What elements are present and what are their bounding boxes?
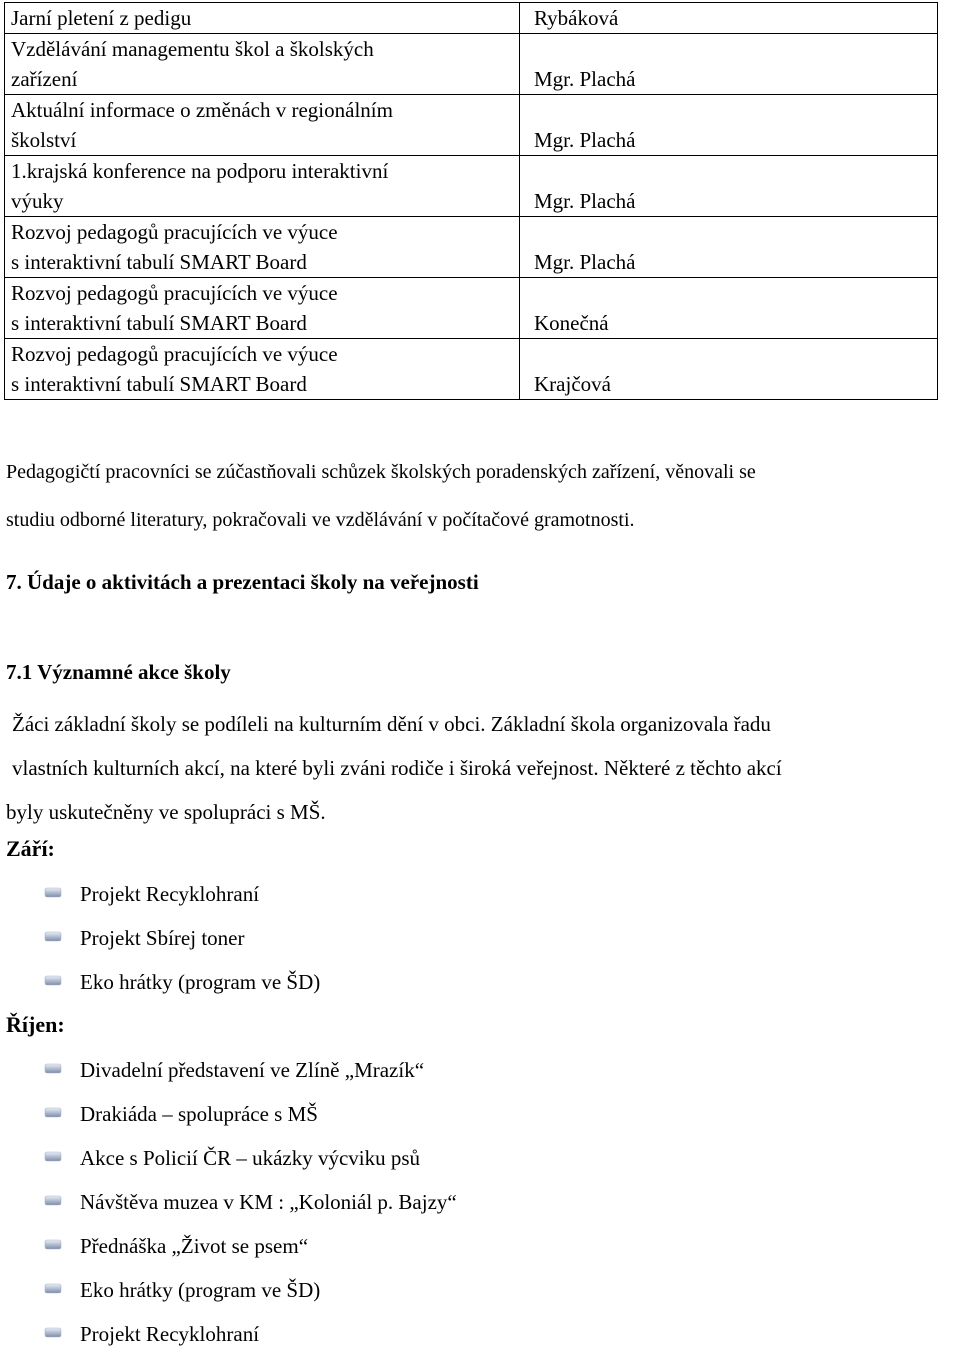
course-name-cell — [5, 3, 520, 34]
courses-table — [4, 2, 938, 400]
section-7-heading: 7. Údaje o aktivitách a prezentaci školy na veřejnosti — [6, 570, 479, 594]
gradient-dash-bullet-icon — [44, 974, 62, 988]
list-item — [44, 872, 320, 916]
list-item — [44, 1268, 457, 1312]
event-label: Eko hrátky (program ve ŠD) — [80, 1278, 321, 1302]
table-row — [5, 156, 938, 217]
list-item — [44, 1048, 457, 1092]
gradient-dash-bullet-icon — [44, 886, 62, 900]
course-name-line: Aktuální informace o změnách v regionálním — [11, 98, 393, 122]
paragraph-line: vlastních kulturních akcí, na které byli zváni rodiče i široká veřejnost. Některé z těchto akcí — [12, 756, 782, 780]
school-events-paragraph — [6, 702, 956, 834]
lecturer-cell: Krajčová — [520, 339, 938, 400]
paragraph-line: Pedagogičtí pracovníci se zúčastňovali schůzek školských poradenských zařízení, věnovali se — [6, 461, 756, 483]
event-label: Projekt Recyklohraní — [80, 1322, 260, 1346]
course-name-line: 1.krajská konference na podporu interaktivní — [11, 159, 389, 183]
course-name-line: Vzdělávání managementu škol a školských — [11, 37, 374, 61]
month-heading-september: Září: — [6, 836, 55, 861]
paragraph-line: byly uskutečněny ve spolupráci s MŠ. — [6, 800, 326, 824]
event-label: Návštěva muzea v KM : „Koloniál p. Bajzy“ — [80, 1190, 457, 1214]
table-row — [5, 217, 938, 278]
table-row — [5, 95, 938, 156]
list-item — [44, 916, 320, 960]
table-row — [5, 34, 938, 95]
lecturer-cell: Mgr. Plachá — [520, 95, 938, 156]
gradient-dash-bullet-icon — [44, 1238, 62, 1252]
course-name-cell — [5, 95, 520, 156]
lecturer-cell: Mgr. Plachá — [520, 34, 938, 95]
gradient-dash-bullet-icon — [44, 1150, 62, 1164]
paragraph-line: Žáci základní školy se podíleli na kulturním dění v obci. Základní škola organizovala řadu — [12, 712, 771, 736]
gradient-dash-bullet-icon — [44, 1062, 62, 1076]
course-name-line: Rozvoj pedagogů pracujících ve výuce — [11, 342, 338, 366]
event-label: Přednáška „Život se psem“ — [80, 1234, 309, 1258]
gradient-dash-bullet-icon — [44, 1194, 62, 1208]
section-7-1-heading: 7.1 Významné akce školy — [6, 660, 231, 684]
event-label: Drakiáda – spolupráce s MŠ — [80, 1102, 318, 1126]
course-name-cell — [5, 217, 520, 278]
course-name-line: výuky — [11, 189, 64, 213]
list-item — [44, 1180, 457, 1224]
gradient-dash-bullet-icon — [44, 1106, 62, 1120]
list-item — [44, 1136, 457, 1180]
course-name-line: Rozvoj pedagogů pracujících ve výuce — [11, 220, 338, 244]
course-name-line: s interaktivní tabulí SMART Board — [11, 250, 307, 274]
course-name-cell — [5, 156, 520, 217]
lecturer-cell: Mgr. Plachá — [520, 156, 938, 217]
course-name-cell — [5, 278, 520, 339]
list-item — [44, 1224, 457, 1268]
event-label: Akce s Policií ČR – ukázky výcviku psů — [80, 1146, 421, 1170]
gradient-dash-bullet-icon — [44, 930, 62, 944]
lecturer-cell: Mgr. Plachá — [520, 217, 938, 278]
course-name-line: Jarní pletení z pedigu — [11, 6, 192, 30]
event-label: Divadelní představení ve Zlíně „Mrazík“ — [80, 1058, 425, 1082]
course-name-cell — [5, 339, 520, 400]
course-name-cell — [5, 34, 520, 95]
paragraph-line: studiu odborné literatury, pokračovali ve vzdělávání v počítačové gramotnosti. — [6, 509, 635, 531]
table-row — [5, 339, 938, 400]
gradient-dash-bullet-icon — [44, 1326, 62, 1340]
list-item — [44, 960, 320, 1004]
course-name-line: zařízení — [11, 67, 78, 91]
staff-activities-paragraph — [6, 448, 958, 544]
month-heading-october: Říjen: — [6, 1012, 65, 1037]
list-item — [44, 1092, 457, 1136]
table-row — [5, 3, 938, 34]
event-label: Projekt Sbírej toner — [80, 926, 245, 950]
course-name-line: Rozvoj pedagogů pracujících ve výuce — [11, 281, 338, 305]
gradient-dash-bullet-icon — [44, 1282, 62, 1296]
event-label: Projekt Recyklohraní — [80, 882, 260, 906]
table-row — [5, 278, 938, 339]
course-name-line: školství — [11, 128, 77, 152]
october-events-list — [44, 1048, 457, 1356]
lecturer-cell: Rybáková — [520, 3, 938, 34]
course-name-line: s interaktivní tabulí SMART Board — [11, 311, 307, 335]
list-item — [44, 1312, 457, 1356]
september-events-list — [44, 872, 320, 1004]
course-name-line: s interaktivní tabulí SMART Board — [11, 372, 307, 396]
event-label: Eko hrátky (program ve ŠD) — [80, 970, 321, 994]
lecturer-cell: Konečná — [520, 278, 938, 339]
